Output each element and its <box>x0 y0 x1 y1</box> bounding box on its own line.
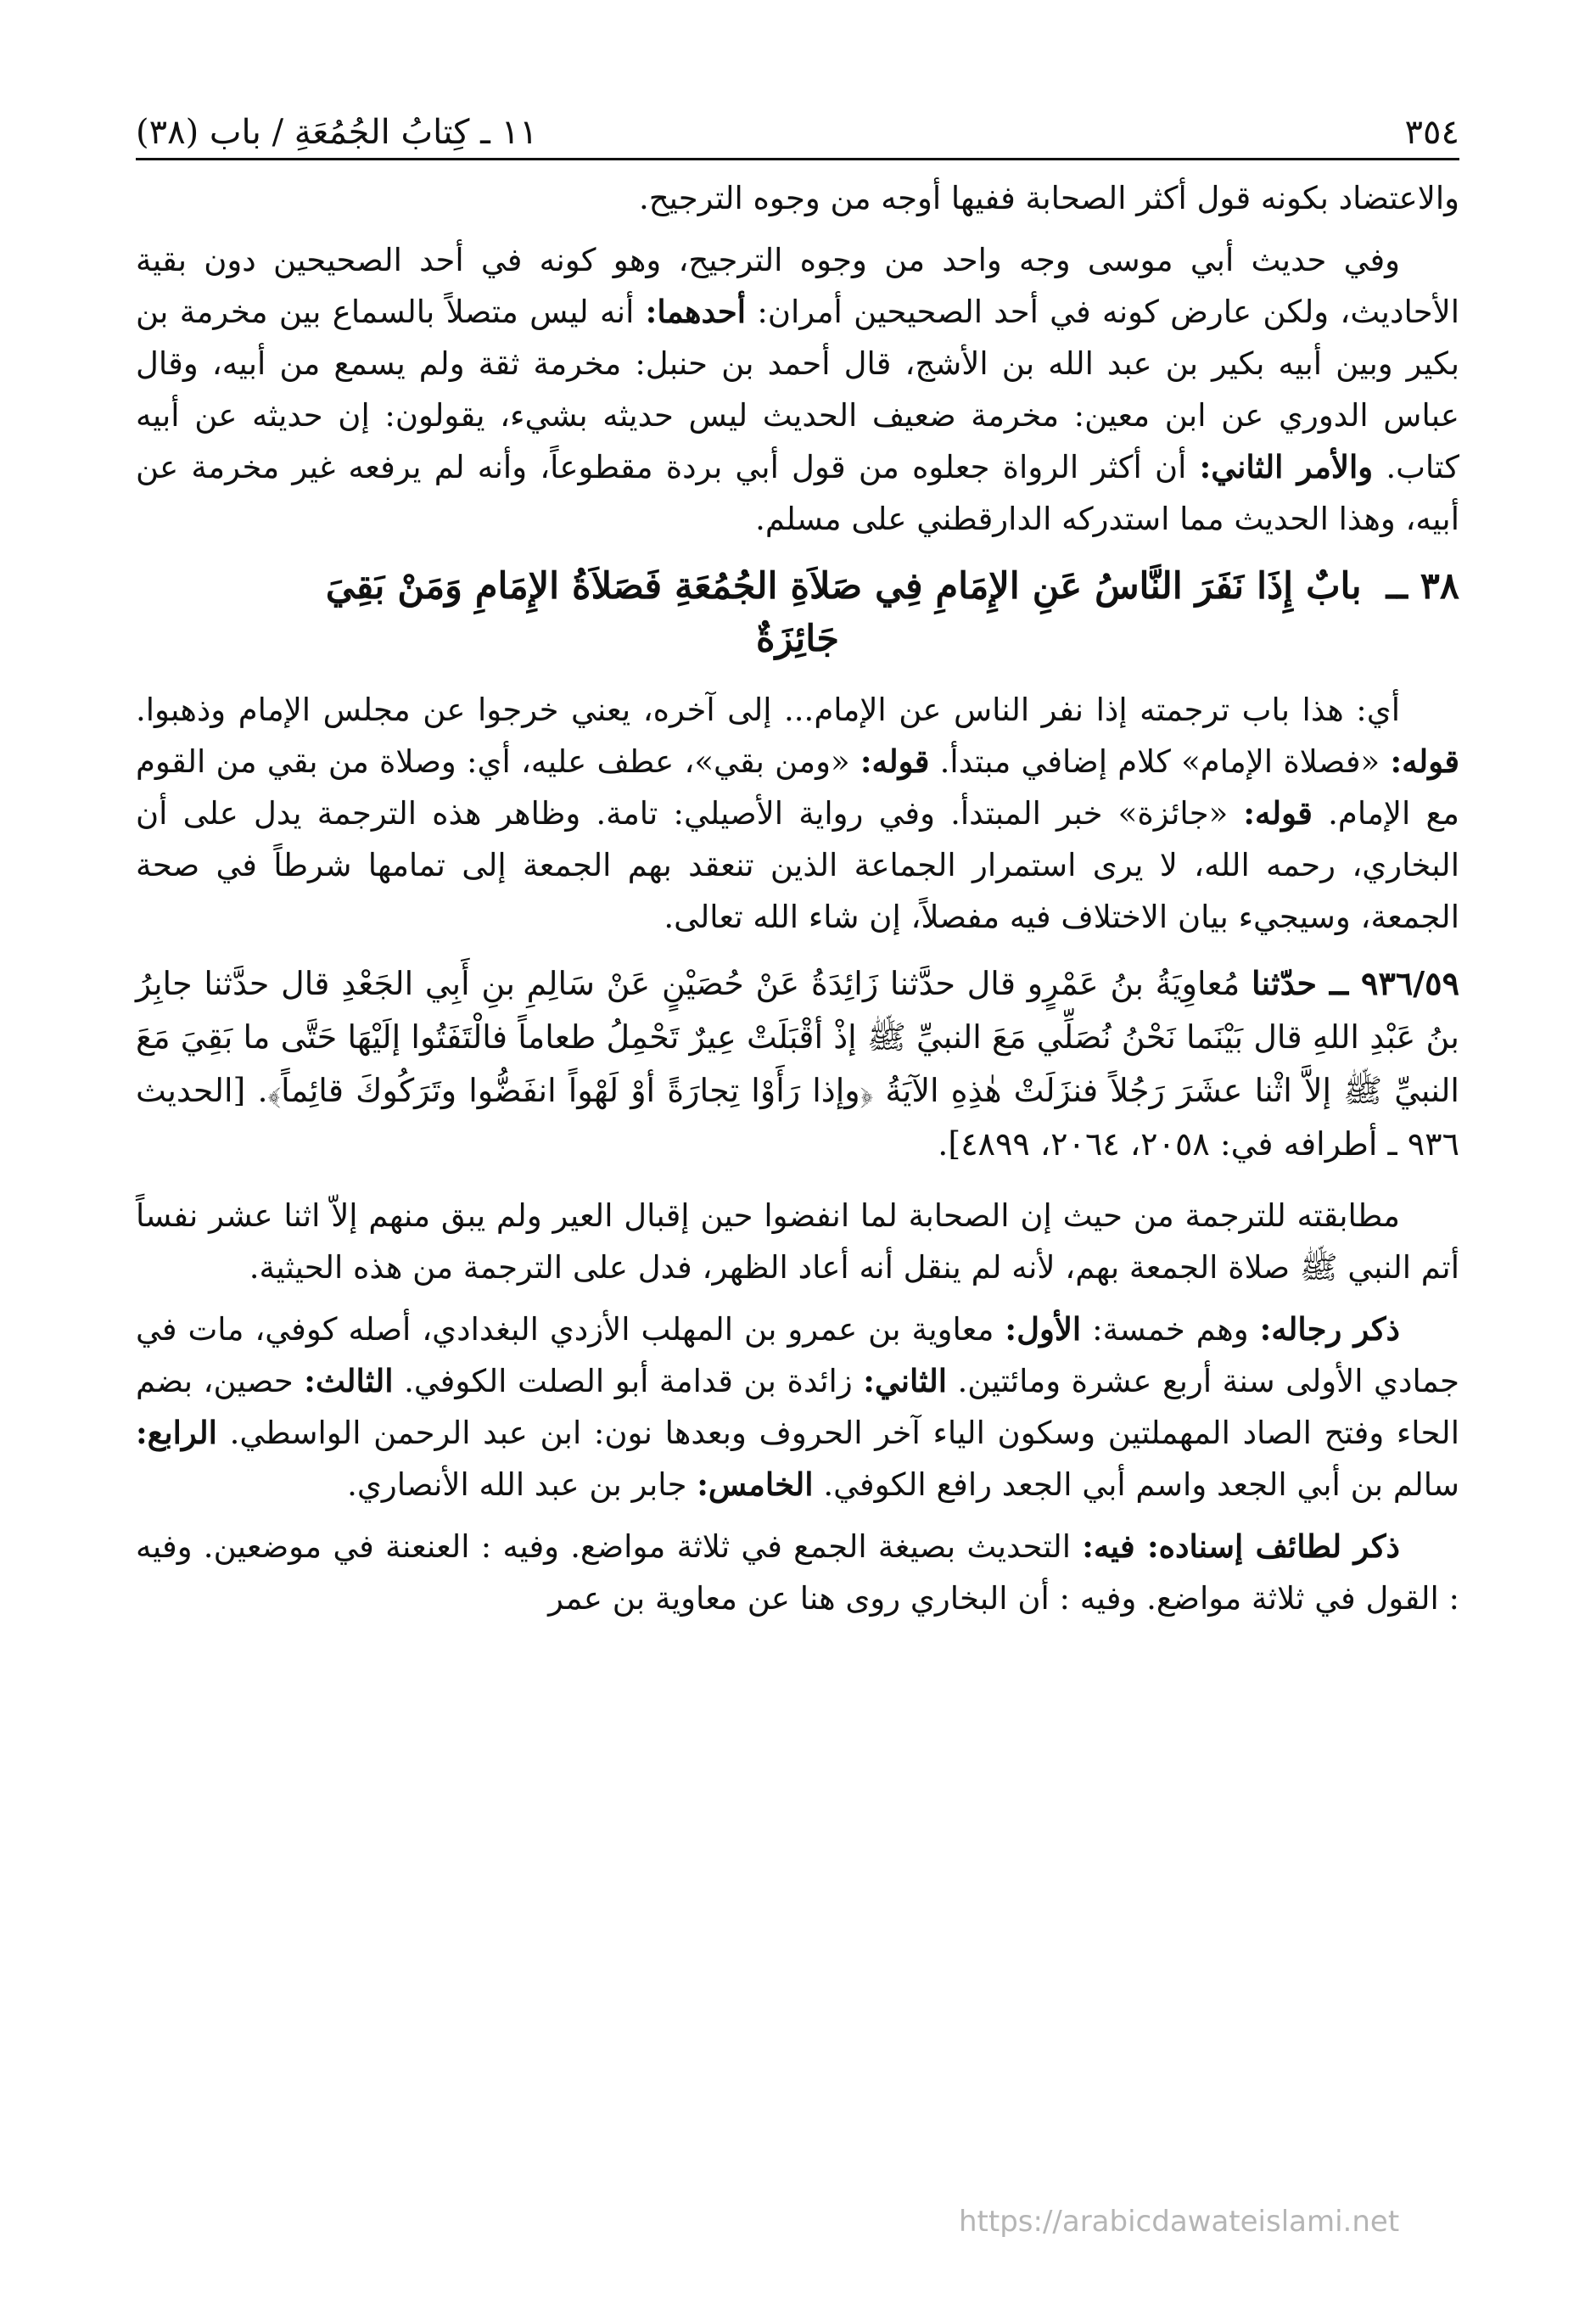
chapter-number: ٣٨ ــ <box>1386 565 1459 608</box>
term-second: والأمر الثاني: <box>1199 448 1374 485</box>
hadith-text <box>136 956 1459 1171</box>
header-rule <box>136 158 1459 160</box>
chapter-title-line2: جَائِزَةٌ <box>756 618 839 660</box>
running-title: ١١ ـ كِتابُ الجُمُعَةِ / باب (٣٨) <box>136 113 538 152</box>
isnad-heading: ذكر لطائف إسناده: <box>1147 1528 1400 1565</box>
running-header <box>136 93 1459 153</box>
term-first: أحدهما: <box>645 293 747 330</box>
hadith-number: ٩٣٦/٥٩ ــ حدّثنا <box>1251 964 1459 1002</box>
paragraph-tarjih-conclusion: والاعتضاد بكونه قول أكثر الصحابة ففيها أوجه من وجوه الترجيح. <box>638 180 1459 216</box>
narrators-heading: ذكر رجاله: <box>1259 1310 1400 1348</box>
paragraph-correspondence: مطابقته للترجمة من حيث إن الصحابة لما انفضوا حين إقبال العير ولم يبق منهم إلاّ اثنا عشر نفساً أتم النبي ﷺ صلاة الجمعة بهم، لأنه لم ينقل أنه أعاد الظهر، فدل على الترجمة من هذه الحيثية. <box>136 1197 1459 1286</box>
paragraph-abu-musa-hadith: وفي حديث أبي موسى وجه واحد من وجوه الترجيح، وهو كونه في أحد الصحيحين دون بقية الأحاديث، ولكن عارض كونه في أحد الصحيحين أمران: أحدهما: أنه ليس متصلاً بالسماع بين مخرمة بن بكير وبين أبيه بكير بن عبد الله بن الأشج، قال أحمد بن حنبل: مخرمة ثقة ولم يسمع من أبيه، وقال عباس الدوري عن ابن معين: مخرمة ضعيف الحديث ليس حديثه بشيء، يقولون: إن حديثه عن أبيه كتاب. والأمر الثاني: أن أكثر الرواة جعلوه من قول أبي بردة مقطوعاً، وأنه لم يرفعه غير مخرمة عن أبيه، وهذا الحديث مما استدركه الدارقطني على مسلم. <box>136 242 1459 537</box>
book-page <box>136 93 1459 2266</box>
chapter-heading <box>136 560 1459 665</box>
site-watermark: https://arabicdawateislami.net <box>959 2205 1400 2239</box>
hadith-body: مُعاوِيَةُ بنُ عَمْرٍو قال حدَّثنا زَائِدَةُ عَنْ حُصَيْنٍ عَنْ سَالِمِ بنِ أَبِي الجَعْدِ قال حدَّثنا جابِرُ بنُ عَبْدِ اللهِ قال بَيْنَما نَحْنُ نُصَلِّي مَعَ النبيِّ ﷺ إذْ أقْبَلَتْ عِيرٌ تَحْمِلُ طعاماً فالْتَفَتُوا إلَيْهَا حَتَّى ما بَقِيَ مَعَ النبيِّ ﷺ إلاَّ اثْنا عشَرَ رَجُلاً فنزَلَتْ هٰذِهِ الآيَةُ ﴿وإذا رَأَوْا تِجارَةً أوْ لَهْواً انفَضُّوا وتَرَكُوكَ قائِماً﴾. [الحديث ٩٣٦ ـ أطرافه في: ٢٠٥٨، ٢٠٦٤، ٤٨٩٩]. <box>136 965 1459 1163</box>
paragraph-isnad-subtleties: ذكر لطائف إسناده: فيه: التحديث بصيغة الجمع في ثلاثة مواضع. وفيه : العنعنة في موضعين. وفيه : القول في ثلاثة مواضع. وفيه : أن البخاري روى هنا عن معاوية بن عمر <box>136 1528 1459 1617</box>
paragraph-narrators: ذكر رجاله: وهم خمسة: الأول: معاوية بن عمرو بن المهلب الأزدي البغدادي، أصله كوفي، مات في جمادي الأولى سنة أربع عشرة ومائتين. الثاني: زائدة بن قدامة أبو الصلت الكوفي. الثالث: حصين، بضم الحاء وفتح الصاد المهملتين وسكون الياء آخر الحروف وبعدها نون: ابن عبد الرحمن الواسطي. الرابع: سالم بن أبي الجعد واسم أبي الجعد رافع الكوفي. الخامس: جابر بن عبد الله الأنصاري. <box>136 1310 1460 1503</box>
page-number: ٣٥٤ <box>1404 113 1459 152</box>
chapter-title-line1: بابٌ إِذَا نَفَرَ النَّاسُ عَنِ الإِمَامِ فِي صَلاَةِ الجُمُعَةِ فَصَلاَةُ الإِمَامِ وَمَنْ بَقِيَ <box>325 565 1362 608</box>
paragraph-chapter-commentary: أي: هذا باب ترجمته إذا نفر الناس عن الإمام... إلى آخره، يعني خرجوا عن مجلس الإمام وذهبوا. قوله: «فصلاة الإمام» كلام إضافي مبتدأ. قوله: «ومن بقي»، عطف عليه، أي: وصلاة من بقي من القوم مع الإمام. قوله: «جائزة» خبر المبتدأ. وفي رواية الأصيلي: تامة. وظاهر هذه الترجمة يدل على أن البخاري، رحمه الله، لا يرى استمرار الجماعة الذين تنعقد بهم الجمعة إلى تمامها شرطاً في صحة الجمعة، وسيجيء بيان الاختلاف فيه مفصلاً، إن شاء الله تعالى. <box>136 692 1460 935</box>
